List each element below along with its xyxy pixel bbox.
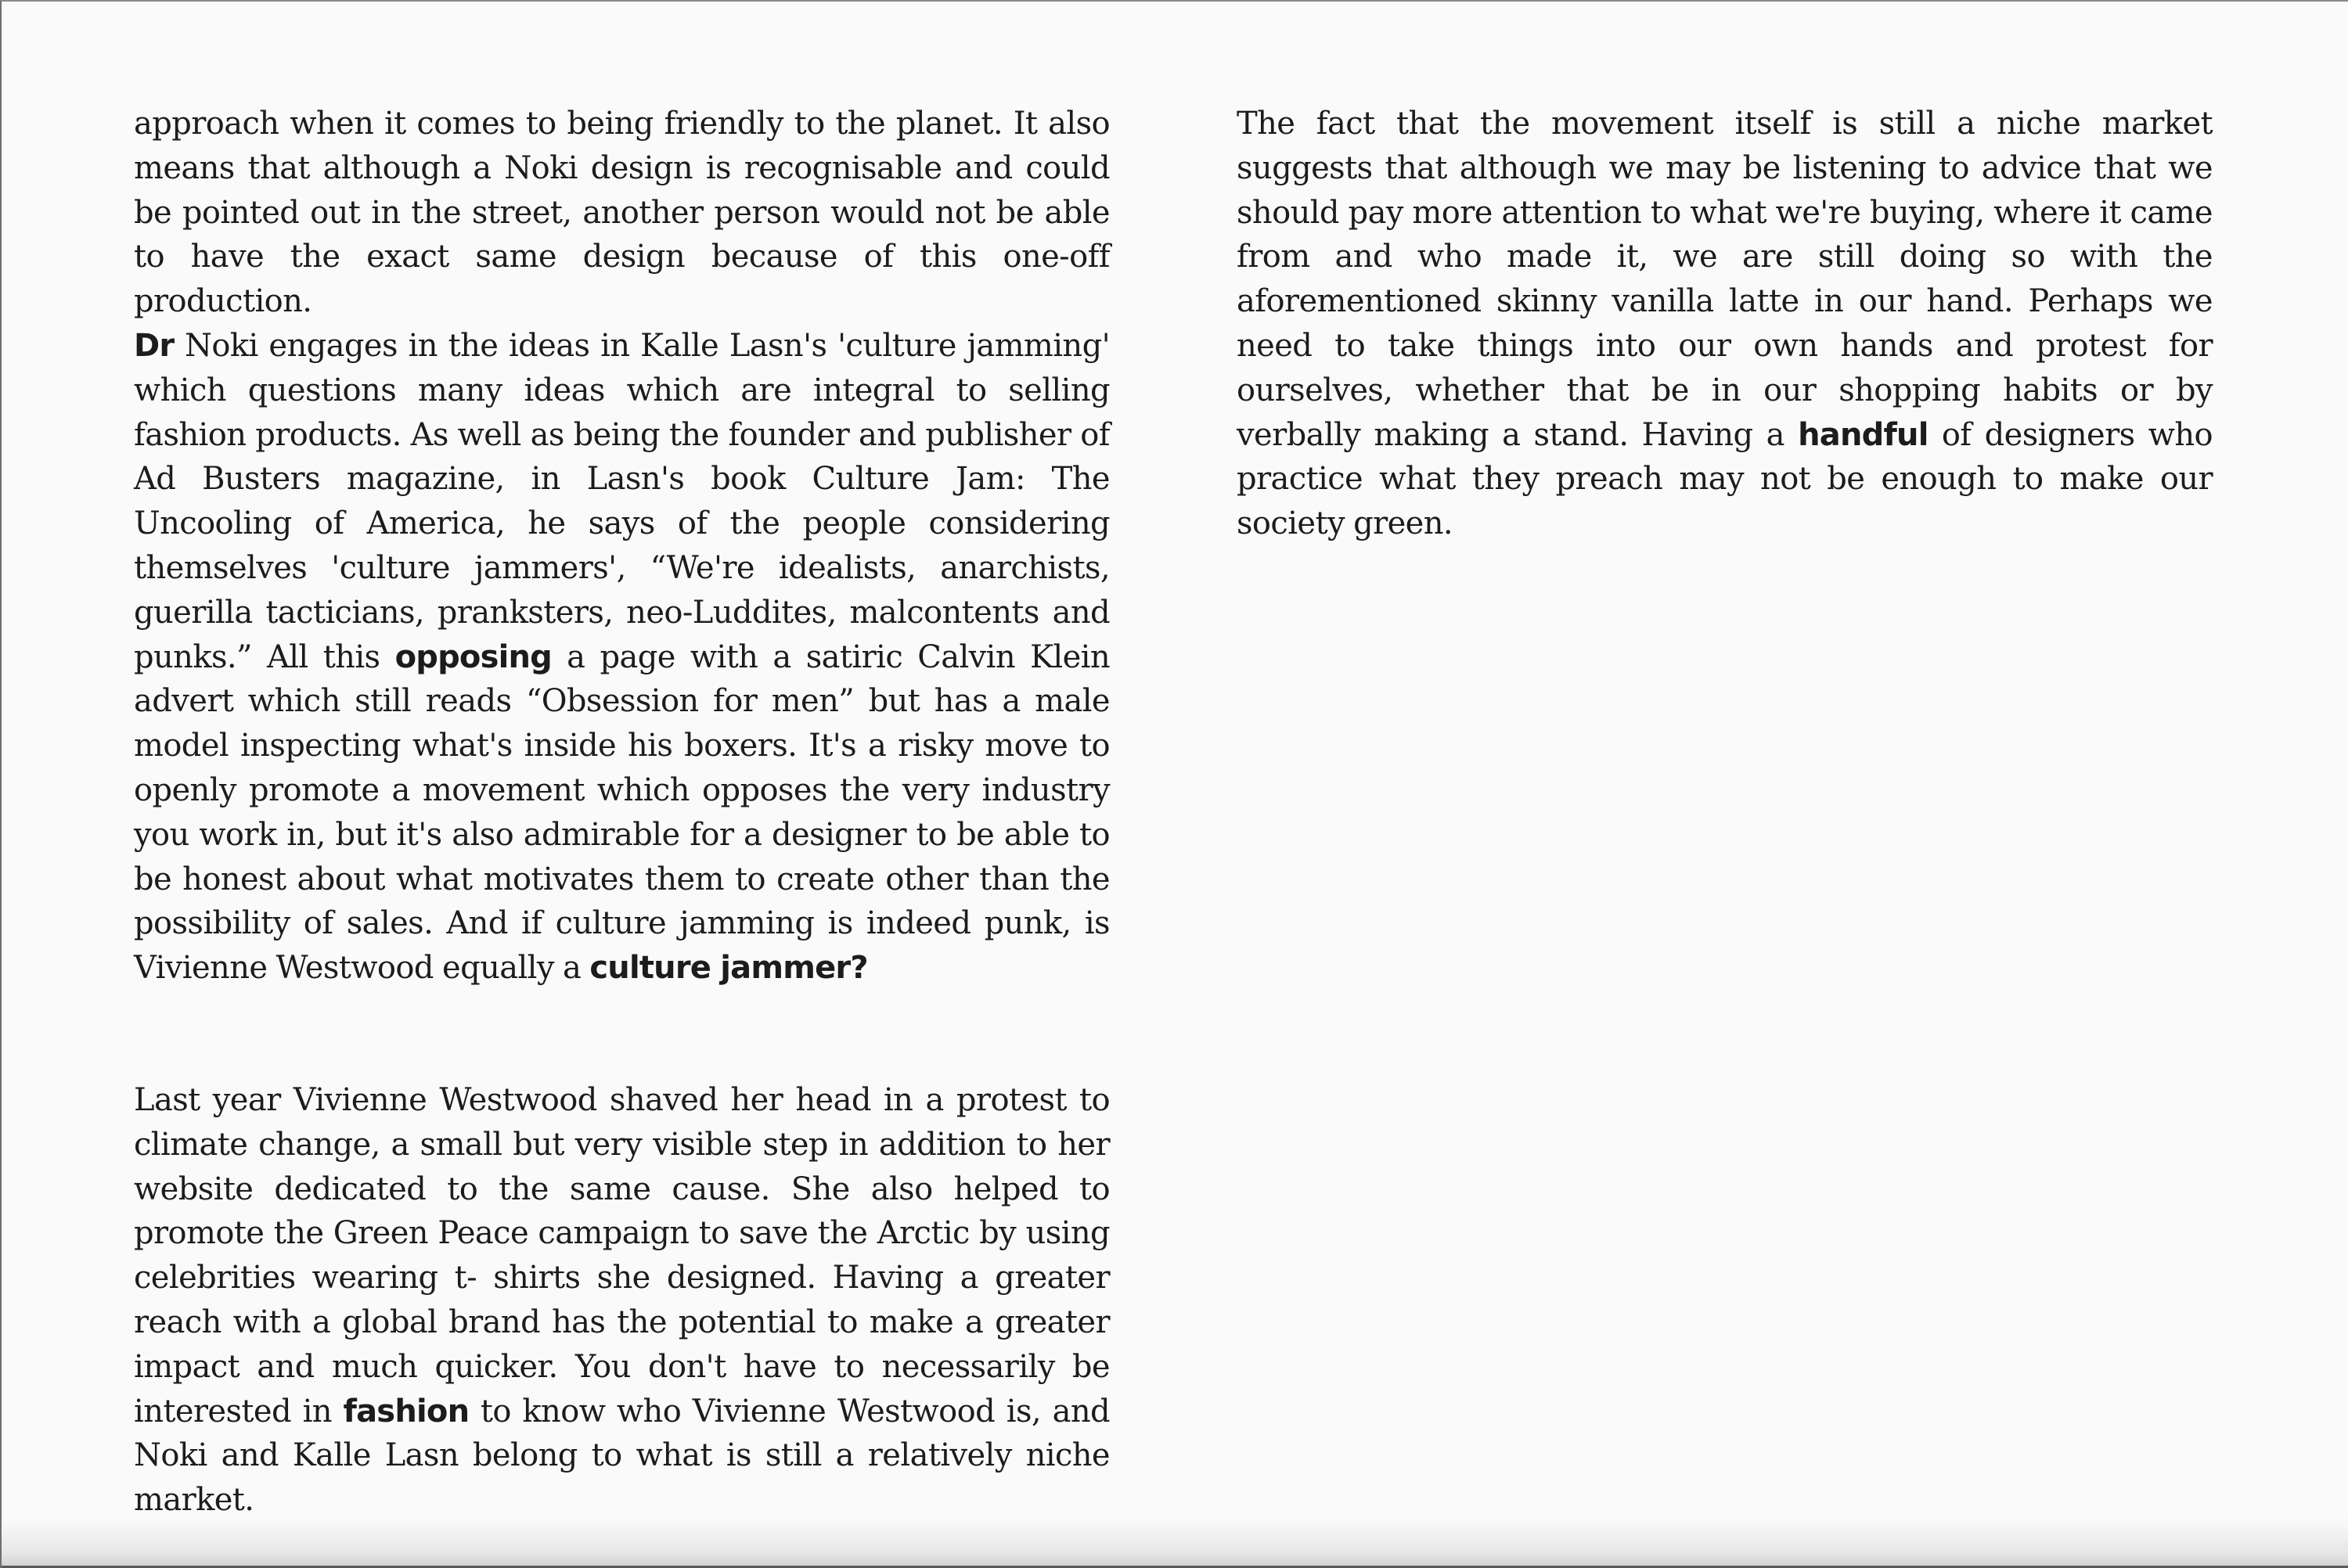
paragraph-noki-design xyxy=(134,102,1110,324)
bold-term-handful: handful xyxy=(1798,416,1928,453)
paragraph-text: The fact that the movement itself is still a niche market suggests that although we may be listening to advice that we should pay more attention to what we're buying, where it came from and who made it, we are still doing so with the aforementioned skinny vanilla latte in our hand. Perhaps we need to take things into our own hands and protest for ourselves, whether that be in our shopping habits or by verbally making a stand. Having a xyxy=(1237,106,2213,453)
page-bottom-edge xyxy=(2,1519,2348,1568)
paragraph-westwood xyxy=(134,1078,1110,1523)
bold-term-opposing: opposing xyxy=(394,638,553,675)
paragraph-text: Noki engages in the ideas in Kalle Lasn's 'culture jamming' which questions many ideas which are integral to selling fashion products. As well as being the founder and publisher of Ad Busters magazine, in Lasn's book Culture Jam: The Uncooling of America, he says of the people considering themselves 'culture jammers', “We're idealists, anarchists, guerilla tacticians, pranksters, neo-Luddites, malcontents and punks.” All this xyxy=(134,327,1110,675)
paragraph-text: approach when it comes to being friendly to the planet. It also means that although a Noki design is recognisable and could be pointed out in the street, another person would not be able to have the exact same design because of this one-off production. xyxy=(134,106,1110,320)
paragraph-text: to know who Vivienne Westwood is, and Noki and Kalle Lasn belong to what is still a relatively niche market. xyxy=(134,1393,1110,1519)
paragraph-culture-jamming xyxy=(134,324,1110,991)
bold-term-fashion: fashion xyxy=(343,1393,470,1430)
bold-term-culture-jammer: culture jammer? xyxy=(589,950,868,987)
right-text-column xyxy=(1237,102,2213,546)
paragraph-text: Last year Vivienne Westwood shaved her head in a protest to climate change, a small but very visible step in addition to her website dedicated to the same cause. She also helped to promote the Green Peace campaign to save the Arctic by using celebrities wearing t- shirts she designed. Having a greater reach with a global brand has the potential to make a greater impact and much quicker. You don't have to necessarily be interested in xyxy=(134,1081,1110,1430)
bold-term-dr: Dr xyxy=(134,327,175,364)
paragraph-niche-market xyxy=(1237,102,2213,546)
paragraph-text: of designers who practice what they preach may not be enough to make our society green. xyxy=(1237,416,2213,542)
left-text-column xyxy=(134,102,1110,1523)
paragraph-text: a page with a satiric Calvin Klein advert which still reads “Obsession for men” but has a male model inspecting what's inside his boxers. It's a risky move to openly promote a movement which opposes the very industry you work in, but it's also admirable for a designer to be able to be honest about what motivates them to create other than the possibility of sales. And if culture jamming is indeed punk, is Vivienne Westwood equally a xyxy=(134,638,1110,987)
